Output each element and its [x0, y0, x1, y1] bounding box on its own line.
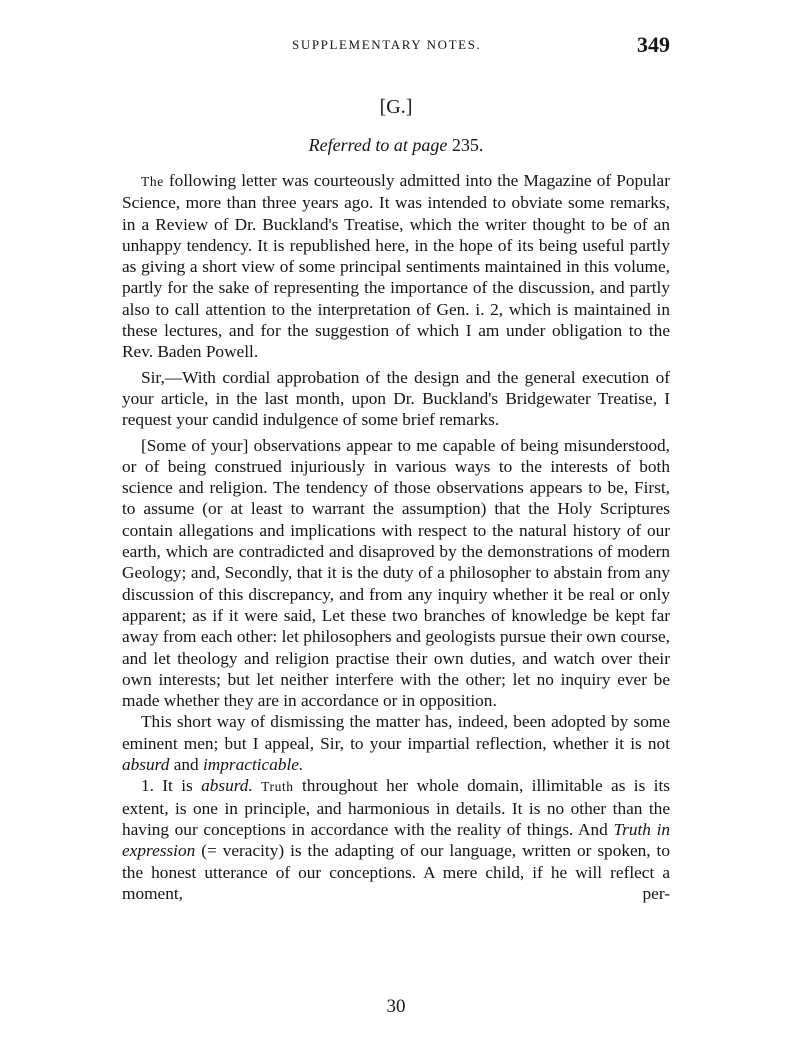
reference-line [122, 135, 670, 156]
point-number: 1. It is [141, 776, 193, 796]
emphasis-absurd: absurd [122, 755, 170, 775]
body-text [122, 170, 670, 904]
paragraph-observations [122, 435, 670, 712]
paragraph-dismissal [122, 711, 670, 775]
reference-label: Referred to at page [308, 135, 448, 155]
paragraph-observations-text: [Some of your] observations appear to me capable of being misunderstood, or of being construed injuriously in various ways to the interests of both science and religion. The tendency of those observations appears to be, First, to assume (or at least to warrant the assumption) that the Holy Scriptures contain allegations and implications with respect to the natural history of our earth, which are contradicted and disaproved by the demonstrations of modern Geology; and, Secondly, that it is the duty of a philosopher to abstain from any discussion of this discrepancy, and from any inquiry whether it be real or only apparent; as if it were said, Let these two branches of knowledge be kept far away from each other: let philosophers and geologists pursue their own course, and let theology and religion practise their own duties, and watch over their own interests; but let neither interfere with the other; let no inquiry ever be made whether they are in accordance or in opposition. [122, 435, 670, 711]
point-text-2: (= veracity) is the adapting of our language, written or spoken, to the honest utterance of our conceptions. A mere child, if he will reflect a moment, per- [122, 841, 671, 903]
dismissal-and: and [173, 755, 199, 775]
paragraph-salutation [122, 367, 670, 431]
paragraph-intro [122, 170, 670, 363]
running-head [122, 32, 670, 56]
signature-mark: 30 [386, 996, 406, 1017]
running-head-title: SUPPLEMENTARY NOTES. [292, 37, 482, 52]
reference-page: 235. [451, 135, 484, 155]
emphasis-absurd-2: absurd. [201, 776, 253, 796]
point-text-1: throughout her whole domain, illimitable as is its extent, is one in principle, and harmonious in details. It is no other than the having our conceptions in accordance with the reality of things. And [122, 776, 670, 839]
section-mark: [G.] [379, 96, 413, 118]
page-number: 349 [637, 32, 670, 57]
dismissal-text: This short way of dismissing the matter has, indeed, been adopted by some eminent men; but I appeal, Sir, to your impartial reflection, whether it is not [122, 712, 670, 753]
small-caps-truth: Truth [261, 779, 294, 795]
emphasis-truth-in-expression: Truth in expression [122, 819, 671, 861]
paragraph-salutation-text: Sir,—With cordial approbation of the design and the general execution of your article, in the last month, upon Dr. Buckland's Bridgewater Treatise, I request your candid indulgence of some brief remarks. [122, 367, 670, 430]
paragraph-intro-text: following letter was courteously admitted into the Magazine of Popular Science, more than three years ago. It was intended to obviate some remarks, in a Review of Dr. Buckland's Treatise, which the writer thought to be of an unhappy tendency. It is republished here, in the hope of its being useful partly as giving a short view of some principal sentiments maintained in this volume, partly for the sake of representing the importance of the discussion, and partly also to call attention to the interpretation of Gen. i. 2, which is maintained in these lectures, and for the suggestion of which I am under obligation to the Rev. Baden Powell. [122, 171, 670, 362]
paragraph-point-one [122, 775, 670, 904]
small-caps-lead: The [141, 174, 164, 189]
emphasis-impracticable: impracticable. [202, 755, 304, 775]
